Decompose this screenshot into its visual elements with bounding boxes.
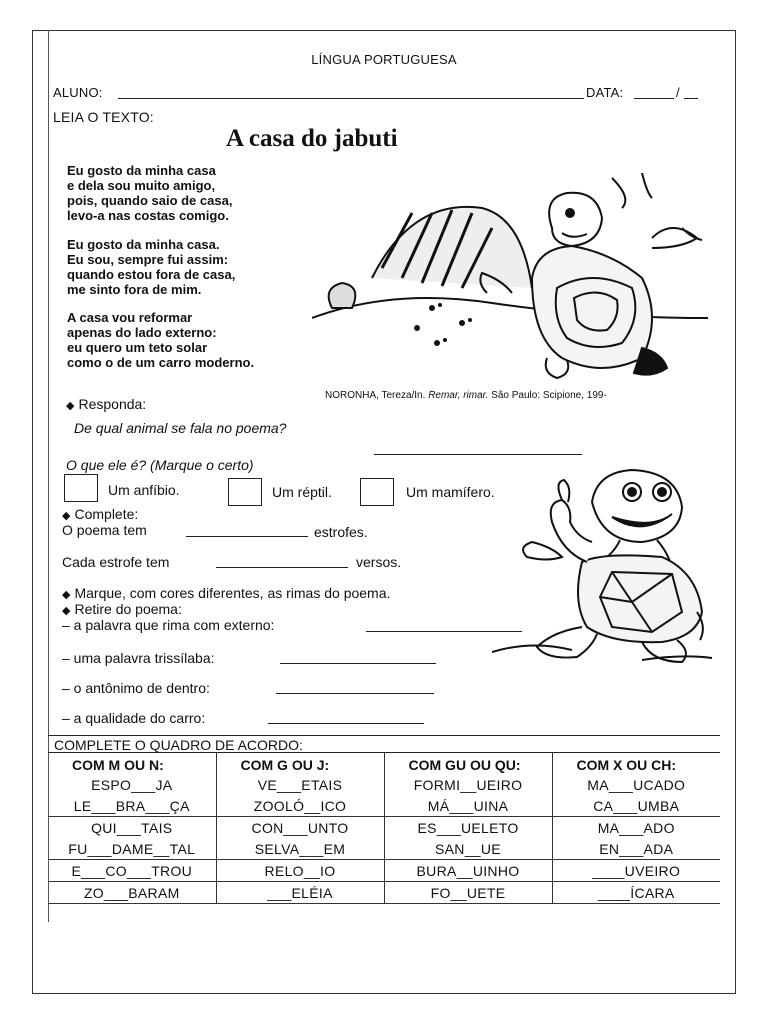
table-row	[48, 774, 720, 795]
word-cell[interactable]: CON___UNTO	[216, 817, 384, 839]
student-name-field[interactable]	[118, 98, 584, 99]
subject-title: LÍNGUA PORTUGUESA	[311, 52, 457, 67]
column-header: COM G OU J:	[216, 753, 384, 775]
table-instruction: COMPLETE O QUADRO DE ACORDO:	[54, 737, 303, 753]
word-cell[interactable]: FO__UETE	[384, 882, 552, 904]
question-1: De qual animal se fala no poema?	[74, 420, 287, 436]
table-top-rule	[48, 735, 720, 736]
turtle-walking-illustration	[312, 168, 708, 386]
word-cell[interactable]: QUI___TAIS	[48, 817, 216, 839]
word-cell[interactable]: SAN__UE	[384, 838, 552, 860]
column-header: COM M OU N:	[48, 753, 216, 775]
word-cell[interactable]: MA___ADO	[597, 819, 675, 836]
verse: eu quero um teto solar	[67, 340, 208, 355]
complete-1-start: O poema tem	[62, 522, 147, 538]
stanza-2	[67, 237, 235, 297]
word-cell[interactable]: RELO__IO	[216, 860, 384, 882]
table-header-row	[48, 753, 720, 775]
mark-rhymes: ◆ Marque, com cores diferentes, as rimas do poema.	[62, 585, 391, 601]
word-cell[interactable]: VE___ETAIS	[216, 774, 384, 795]
diamond-bullet-icon: ◆	[66, 400, 75, 412]
word-completion-table	[48, 752, 720, 904]
column-header: COM X OU CH:	[552, 753, 720, 775]
word-cell[interactable]: E___CO___TROU	[48, 860, 216, 882]
complete-2-field[interactable]	[216, 567, 348, 568]
extract-field-4[interactable]	[268, 723, 424, 724]
diamond-bullet-icon: ◆	[62, 589, 71, 601]
table-row	[48, 860, 720, 882]
complete-1-field[interactable]	[186, 536, 308, 537]
verse: pois, quando saio de casa,	[67, 193, 233, 208]
stanza-3	[67, 310, 254, 370]
verse: Eu gosto da minha casa.	[67, 237, 220, 252]
extract-field-2[interactable]	[280, 663, 436, 664]
date-separator: /	[676, 85, 680, 100]
poem-citation: NORONHA, Tereza/In. Remar, rimar. São Paulo: Scipione, 199-	[325, 390, 607, 401]
table-row	[48, 817, 720, 839]
verse: apenas do lado externo:	[67, 325, 217, 340]
checkbox-anfibio[interactable]	[64, 474, 98, 502]
verse: como o de um carro moderno.	[67, 355, 255, 370]
complete-2-start: Cada estrofe tem	[62, 554, 170, 570]
checkbox-mamifero[interactable]	[360, 478, 394, 506]
word-cell[interactable]: ESPO___JA	[48, 774, 216, 795]
table-row	[48, 882, 720, 904]
word-cell[interactable]: BURA__UINHO	[384, 860, 552, 882]
date-field-day[interactable]	[634, 98, 674, 99]
word-cell[interactable]: CA___UMBA	[552, 795, 720, 817]
diamond-bullet-icon: ◆	[62, 510, 71, 522]
word-cell[interactable]: SELVA___EM	[216, 838, 384, 860]
extract-item-3: – o antônimo de dentro:	[62, 680, 210, 696]
option-anfibio: Um anfíbio.	[108, 482, 180, 498]
student-label: ALUNO:	[53, 85, 103, 100]
word-cell[interactable]: ____ÍCARA	[552, 882, 720, 904]
date-label: DATA:	[586, 85, 624, 100]
word-cell[interactable]: ZOOLÓ__ICO	[216, 795, 384, 817]
word-cell[interactable]: FORMI__UEIRO	[384, 774, 552, 795]
respond-heading: ◆ Responda:	[66, 396, 147, 412]
extract-item-1: – a palavra que rima com externo:	[62, 617, 275, 633]
verse: quando estou fora de casa,	[67, 267, 236, 282]
read-instruction: LEIA O TEXTO:	[53, 109, 154, 125]
verse: A casa vou reformar	[67, 310, 193, 325]
column-header: COM GU OU QU:	[384, 753, 552, 775]
date-field-month[interactable]	[684, 98, 698, 99]
verse: levo-a nas costas comigo.	[67, 208, 229, 223]
diamond-bullet-icon: ◆	[62, 605, 71, 617]
word-cell[interactable]: MÁ___UINA	[384, 795, 552, 817]
answer-1-line[interactable]	[374, 454, 582, 455]
word-cell[interactable]: LE___BRA___ÇA	[48, 795, 216, 817]
checkbox-reptil[interactable]	[228, 478, 262, 506]
option-reptil: Um réptil.	[272, 484, 332, 500]
verse: me sinto fora de mim.	[67, 282, 202, 297]
option-mamifero: Um mamífero.	[406, 484, 495, 500]
verse: Eu gosto da minha casa	[67, 163, 216, 178]
word-cell[interactable]: ____UVEIRO	[552, 860, 720, 882]
verse: Eu sou, sempre fui assim:	[67, 252, 229, 267]
poem-title: A casa do jabuti	[226, 125, 398, 152]
extract-item-4: – a qualidade do carro:	[62, 710, 206, 726]
extract-item-2: – uma palavra trissílaba:	[62, 650, 215, 666]
complete-2-end: versos.	[356, 554, 402, 570]
table-row	[48, 795, 720, 817]
stanza-1	[67, 163, 232, 223]
complete-heading: ◆ Complete:	[62, 506, 139, 522]
word-cell[interactable]: MA___UCADO	[587, 776, 686, 793]
word-cell[interactable]: ___ELÉIA	[216, 882, 384, 904]
verse: e dela sou muito amigo,	[67, 178, 216, 193]
table-row	[48, 838, 720, 860]
question-2: O que ele é? (Marque o certo)	[66, 457, 254, 473]
turtle-thumbs-up-illustration	[492, 462, 712, 668]
word-cell[interactable]: ZO___BARAM	[48, 882, 216, 904]
word-cell[interactable]: ES___UELETO	[384, 817, 552, 839]
word-cell[interactable]: FU___DAME__TAL	[48, 838, 216, 860]
word-cell[interactable]: EN___ADA	[552, 838, 720, 860]
complete-1-end: estrofes.	[314, 524, 368, 540]
extract-heading: ◆ Retire do poema:	[62, 601, 182, 617]
extract-field-3[interactable]	[276, 693, 434, 694]
